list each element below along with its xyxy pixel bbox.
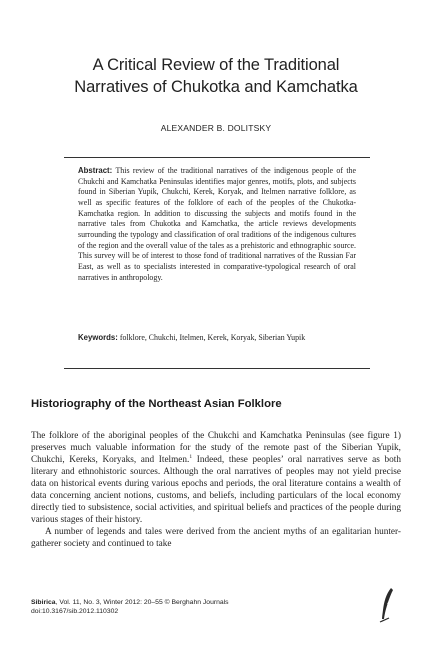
footer-line-1 xyxy=(31,599,331,608)
title-line-1: A Critical Review of the Traditional xyxy=(92,56,340,74)
keywords xyxy=(78,333,368,344)
keywords-text: folklore, Chukchi, Itelmen, Kerek, Koryak, Siberian Yupik xyxy=(119,333,306,342)
body-text xyxy=(31,431,401,551)
paragraph-1-part-2: Indeed, these peoples’ oral narratives serve as both literary and ethnohistoric sources. Although the oral narratives of peoples may not yield precise data on historical events during various epochs and periods, the oral literature contains a wealth of data concerning ancient notions, customs, and beliefs, including particulars of the local economy directly tied to subsistence, social activities, and spiritual beliefs and practices of the people during various stages of their history. xyxy=(31,454,401,525)
author-name: ALEXANDER B. DOLITSKY xyxy=(160,123,272,133)
keywords-label: Keywords: xyxy=(78,333,118,342)
berghahn-quill-logo-icon xyxy=(377,586,399,624)
paragraph-1 xyxy=(31,431,401,527)
abstract-text: This review of the traditional narratives of the indigenous people of the Chukchi and Kamchatka Peninsulas identifies major genres, motifs, plots, and subjects found in Siberian Yupik, Chukchi, Kerek, Koryak, and Itelmen narrative folklore, as well as specific features of the folklore of each of the peoples of the Chukotka-Kamchatka region. In addition to discussing the subjects and motifs found in the narrative tales from Chukotka and Kamchatka, the article reviews developments surrounding the typology and classification of oral traditions of the indigenous cultures of the region and the overall value of the tales as a prehistoric and ethnographic source. This survey will be of interest to those fond of traditional narratives of the Russian Far East, as well as to specialists interested in comparative-typological research of oral narratives in anthropology. xyxy=(78,166,356,282)
article-title xyxy=(40,54,392,98)
journal-name: Sibirica xyxy=(31,599,56,606)
abstract-label: Abstract: xyxy=(78,166,113,175)
citation-text: , Vol. 11, No. 3, Winter 2012: 20–55 © Berghahn Journals xyxy=(55,599,229,606)
paragraph-2: A number of legends and tales were derived from the ancient myths of an egalitarian hunter-gatherer society and continued to take xyxy=(31,526,401,549)
endnote-ref-1[interactable]: 1 xyxy=(189,453,193,460)
abstract xyxy=(78,166,356,283)
section-heading: Historiography of the Northeast Asian Folklore xyxy=(31,398,282,410)
title-line-2: Narratives of Chukotka and Kamchatka xyxy=(74,78,358,96)
paragraph-1-part-1: The folklore of the aboriginal peoples of the Chukchi and Kamchatka Peninsulas (see figure 1) preserves much valuable information for the study of the remote past of the Siberian Yupik, Chukchi, Kereks, Koryaks, and Itelmen. xyxy=(31,431,401,465)
footer-citation xyxy=(31,599,331,616)
doi-text: doi:10.3167/sib.2012.110302 xyxy=(31,607,119,615)
